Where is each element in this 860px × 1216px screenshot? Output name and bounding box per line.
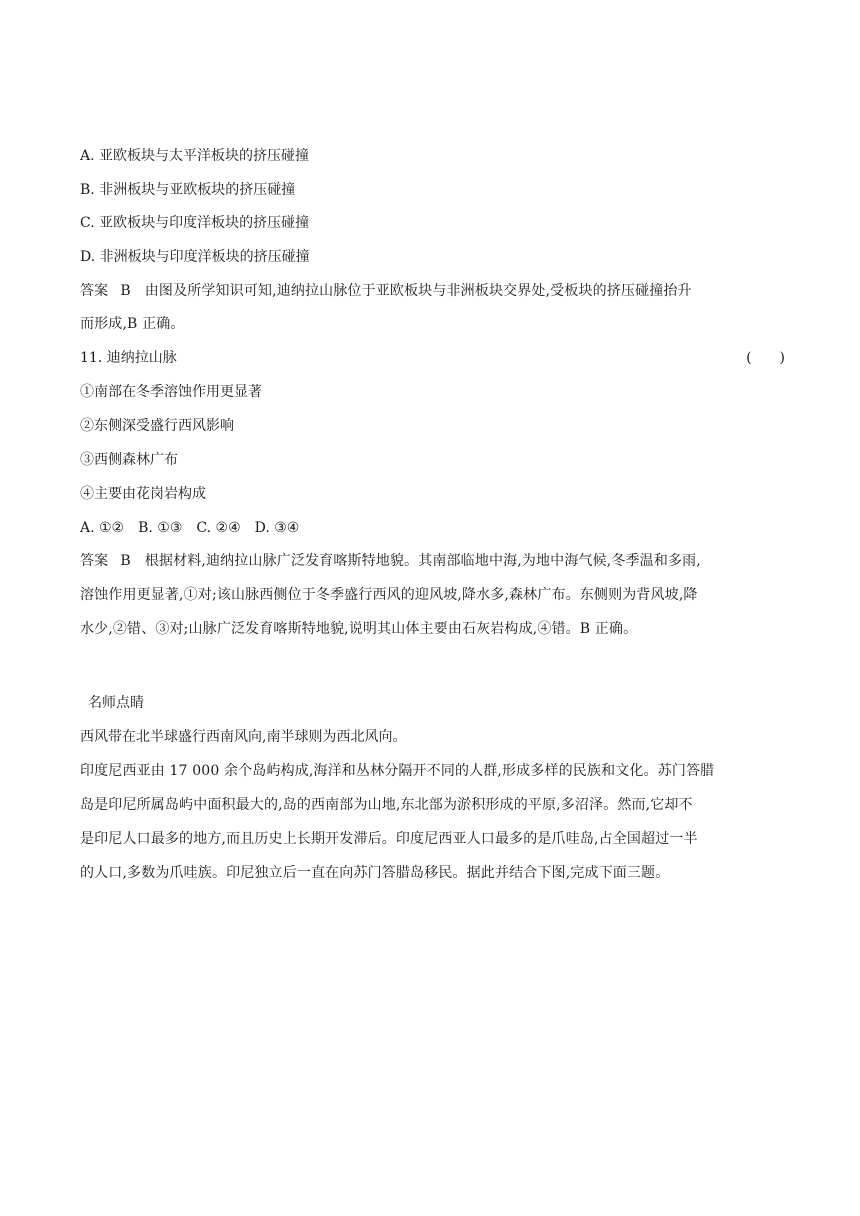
answer-label: 答案 (80, 283, 109, 299)
q10-answer-line2: 而形成,B 正确。 (80, 316, 185, 332)
q10-option-d: D. 非洲板块与印度洋板块的挤压碰撞 (80, 249, 310, 265)
q11-item-1: ①南部在冬季溶蚀作用更显著 (80, 384, 262, 400)
q11-answer-line2: 溶蚀作用更显著,①对;该山脉西侧位于冬季盛行西风的迎风坡,降水多,森林广布。东侧则为背风坡,降 (80, 587, 698, 603)
answer-letter: B (120, 553, 131, 569)
passage-line-4: 的人口,多数为爪哇族。印尼独立后一直在向苏门答腊岛移民。据此并结合下图,完成下面三题。 (80, 865, 670, 881)
q11-stem (80, 347, 785, 369)
q11-item-4: ④主要由花岗岩构成 (80, 486, 206, 502)
tip-title: 名师点睛 (88, 695, 144, 711)
q11-item-3: ③西侧森林广布 (80, 452, 178, 468)
q10-option-c: C. 亚欧板块与印度洋板块的挤压碰撞 (80, 215, 310, 231)
q11-answer-line3: 水少,②错、③对;山脉广泛发育喀斯特地貌,说明其山体主要由石灰岩构成,④错。B 正确。 (80, 621, 638, 637)
answer-explanation: 根据材料,迪纳拉山脉广泛发育喀斯特地貌。其南部临地中海,为地中海气候,冬季温和多雨, (144, 553, 701, 569)
q10-option-a: A. 亚欧板块与太平洋板块的挤压碰撞 (80, 148, 310, 164)
answer-bracket: ( ) (746, 350, 785, 366)
tip-text: 西风带在北半球盛行西南风向,南半球则为西北风向。 (80, 729, 407, 745)
answer-letter: B (120, 283, 131, 299)
q11-item-2: ②东侧深受盛行西风影响 (80, 418, 234, 434)
answer-explanation: 由图及所学知识可知,迪纳拉山脉位于亚欧板块与非洲板块交界处,受板块的挤压碰撞抬升 (144, 283, 692, 299)
q11-answer-line1 (80, 550, 785, 572)
passage-line-2: 岛是印尼所属岛屿中面积最大的,岛的西南部为山地,东北部为淤积形成的平原,多沼泽。然而,它却不 (80, 797, 693, 813)
passage-line-1: 印度尼西亚由 17 000 余个岛屿构成,海洋和丛林分隔开不同的人群,形成多样的民族和文化。苏门答腊 (80, 763, 715, 779)
q11-stem-text: 11. 迪纳拉山脉 (80, 350, 177, 366)
q10-answer-line1 (80, 280, 785, 302)
answer-label: 答案 (80, 553, 109, 569)
passage-line-3: 是印尼人口最多的地方,而且历史上长期开发滞后。印度尼西亚人口最多的是爪哇岛,占全国超过一半 (80, 831, 698, 847)
q11-choices: A. ①② B. ①③ C. ②④ D. ③④ (80, 520, 300, 536)
q10-option-b: B. 非洲板块与亚欧板块的挤压碰撞 (80, 182, 296, 198)
